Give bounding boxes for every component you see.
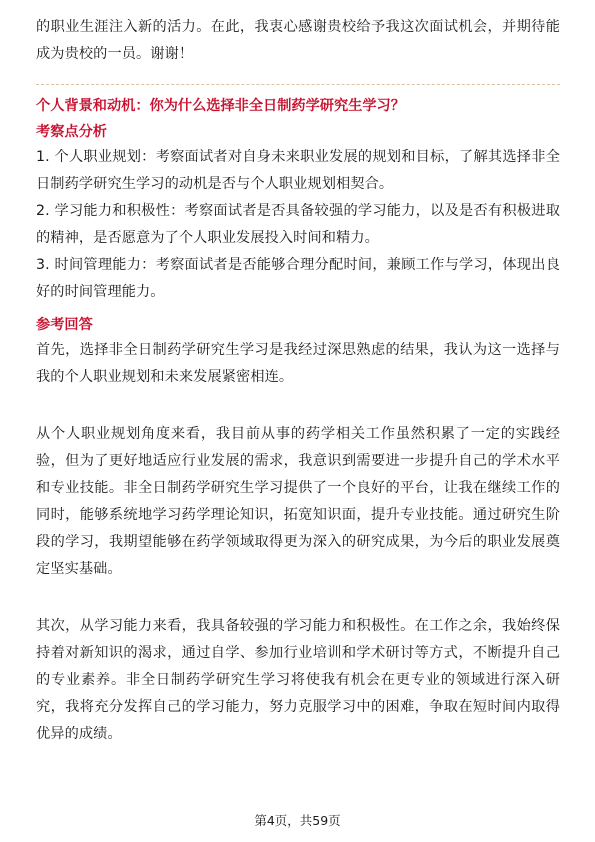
analysis-point: 1. 个人职业规划：考察面试者对自身未来职业发展的规划和目标，了解其选择非全日制药学研究生学习的动机是否与个人职业规划相契合。: [36, 149, 560, 192]
analysis-point: 2. 学习能力和积极性：考察面试者是否具备较强的学习能力，以及是否有积极进取的精神，是否愿意为了个人职业发展投入时间和精力。: [36, 203, 560, 246]
answer-paragraph: 首先，选择非全日制药学研究生学习是我经过深思熟虑的结果，我认为这一选择与我的个人职业规划和未来发展紧密相连。: [36, 342, 560, 385]
page-content: [36, 14, 560, 748]
answer-heading: 参考回答: [36, 317, 93, 333]
section-divider: [36, 84, 560, 85]
paragraph-gap: [36, 583, 560, 613]
answer-paragraph: 其次，从学习能力来看，我具备较强的学习能力和积极性。在工作之余，我始终保持着对新知识的渴求，通过自学、参加行业培训和学术研讨等方式，不断提升自己的专业素养。非全日制药学研究生学习将使我有机会在更专业的领域进行深入研究，我将充分发挥自己的学习能力，努力克服学习中的困难，争取在短时间内取得优异的成绩。: [36, 618, 560, 742]
answer-paragraph: 从个人职业规划角度来看，我目前从事的药学相关工作虽然积累了一定的实践经验，但为了更好地适应行业发展的需求，我意识到需要进一步提升自己的学术水平和专业技能。非全日制药学研究生学习提供了一个良好的平台，让我在继续工作的同时，能够系统地学习药学理论知识，拓宽知识面，提升专业技能。通过研究生阶段的学习，我期望能够在药学领域取得更为深入的研究成果，为今后的职业发展奠定坚实基础。: [36, 426, 560, 577]
analysis-heading: 考察点分析: [36, 124, 107, 140]
question-title: 个人背景和动机：你为什么选择非全日制药学研究生学习？: [36, 98, 405, 114]
analysis-point: 3. 时间管理能力：考察面试者是否能够合理分配时间，兼顾工作与学习，体现出良好的时间管理能力。: [36, 257, 560, 300]
intro-paragraph: 的职业生涯注入新的活力。在此，我衷心感谢贵校给予我这次面试机会，并期待能成为贵校的一员。谢谢！: [36, 19, 560, 62]
page-number-footer: 第4页，共59页: [254, 813, 341, 828]
paragraph-gap: [36, 391, 560, 421]
